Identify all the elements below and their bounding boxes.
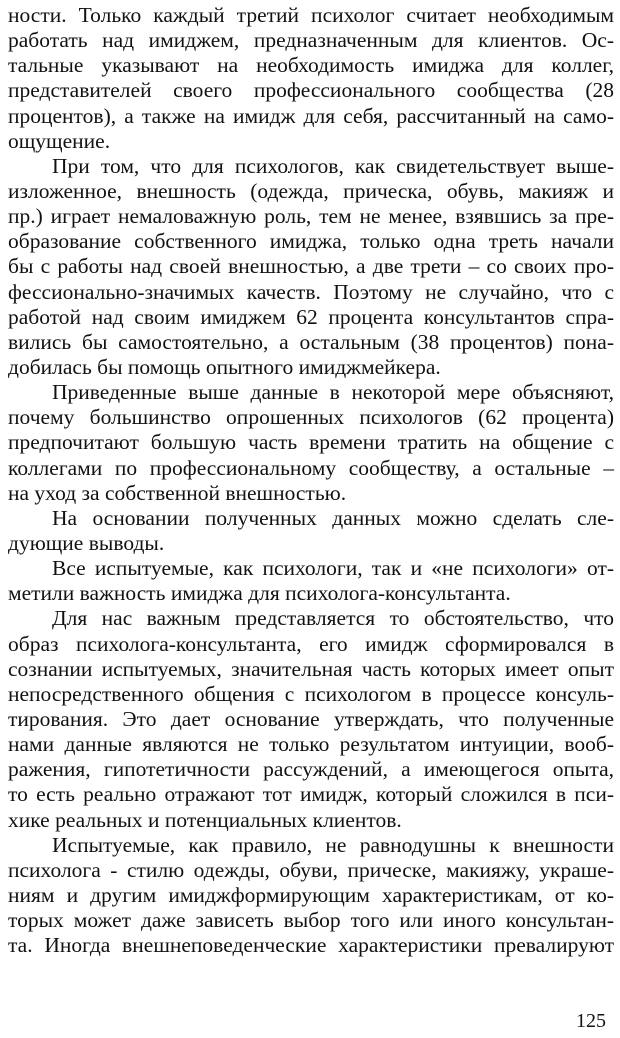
text-line: пр.) играет немаловажную роль, тем не менее, взявшись за пре- xyxy=(8,204,614,229)
text-line: дующие выводы. xyxy=(8,530,165,555)
text-line: добилась бы помощь опытного имиджмейкера. xyxy=(8,354,441,379)
text-line: Испытуемые, как правило, не равнодушны к внешности xyxy=(52,832,614,857)
text-line: Все испытуемые, как психологи, так и «не психологи» от- xyxy=(52,556,614,581)
text-line: почему большинство опрошенных психологов (62 процента) xyxy=(8,405,614,430)
text-line: тальные указывают на необходимость имиджа для коллег, xyxy=(8,53,614,78)
text-line: При том, что для психологов, как свидетельствует выше- xyxy=(52,153,614,178)
text-line: предпочитают большую часть времени тратить на общение с xyxy=(8,430,614,455)
text-line: бы с работы над своей внешностью, а две трети – со своих про- xyxy=(8,254,614,279)
text-line: ности. Только каждый третий психолог считает необходимым xyxy=(8,3,614,27)
text-line: изложенное, внешность (одежда, прическа, обувь, макияж и xyxy=(8,178,614,203)
text-line: образ психолога-консультанта, его имидж сформировался в xyxy=(8,631,614,656)
text-line: работать над имиджем, предназначенным для клиентов. Ос- xyxy=(8,28,614,53)
text-line: На основании полученных данных можно сделать сле- xyxy=(52,505,614,530)
text-line: Для нас важным представляется то обстоятельство, что xyxy=(52,606,614,631)
text-line: нами данные являются не только результатом интуиции, вооб- xyxy=(8,732,614,757)
text-line: психолога - стилю одежды, обуви, прическе, макияжу, украше- xyxy=(8,857,614,882)
body-text xyxy=(8,3,614,958)
text-line: та. Иногда внешнеповеденческие характеристики превалируют xyxy=(8,933,614,958)
text-line: метили важность имиджа для психолога-консультанта. xyxy=(8,581,511,606)
text-line: то есть реально отражают тот имидж, который сложился в пси- xyxy=(8,782,614,807)
text-line: представителей своего профессионального сообщества (28 xyxy=(8,78,614,103)
text-line: Приведенные выше данные в некоторой мере объясняют, xyxy=(52,380,614,405)
text-line: образование собственного имиджа, только одна треть начали xyxy=(8,229,614,254)
page-number: 125 xyxy=(576,1010,606,1032)
text-line: ражения, гипотетичности рассуждений, а имеющегося опыта, xyxy=(8,757,614,782)
text-line: непосредственного общения с психологом в процессе консуль- xyxy=(8,681,614,706)
text-line: торых может даже зависеть выбор того или иного консультан- xyxy=(8,908,614,933)
text-line: процентов), а также на имидж для себя, рассчитанный на само- xyxy=(8,103,614,128)
text-line: тирования. Это дает основание утверждать, что полученные xyxy=(8,706,614,731)
text-line: ощущение. xyxy=(8,128,111,153)
text-line: ниям и другим имиджформирующим характеристикам, от ко- xyxy=(8,882,614,907)
text-line: хике реальных и потенциальных клиентов. xyxy=(8,807,402,832)
text-line: на уход за собственной внешностью. xyxy=(8,480,347,505)
text-line: работой над своим имиджем 62 процента консультантов спра- xyxy=(8,304,614,329)
text-line: фессионально-значимых качеств. Поэтому не случайно, что с xyxy=(8,279,614,304)
text-line: вились бы самостоятельно, а остальным (38 процентов) пона- xyxy=(8,329,614,354)
text-line: коллегами по профессиональному сообществу, а остальные – xyxy=(8,455,614,480)
text-line: сознании испытуемых, значительная часть которых имеет опыт xyxy=(8,656,614,681)
